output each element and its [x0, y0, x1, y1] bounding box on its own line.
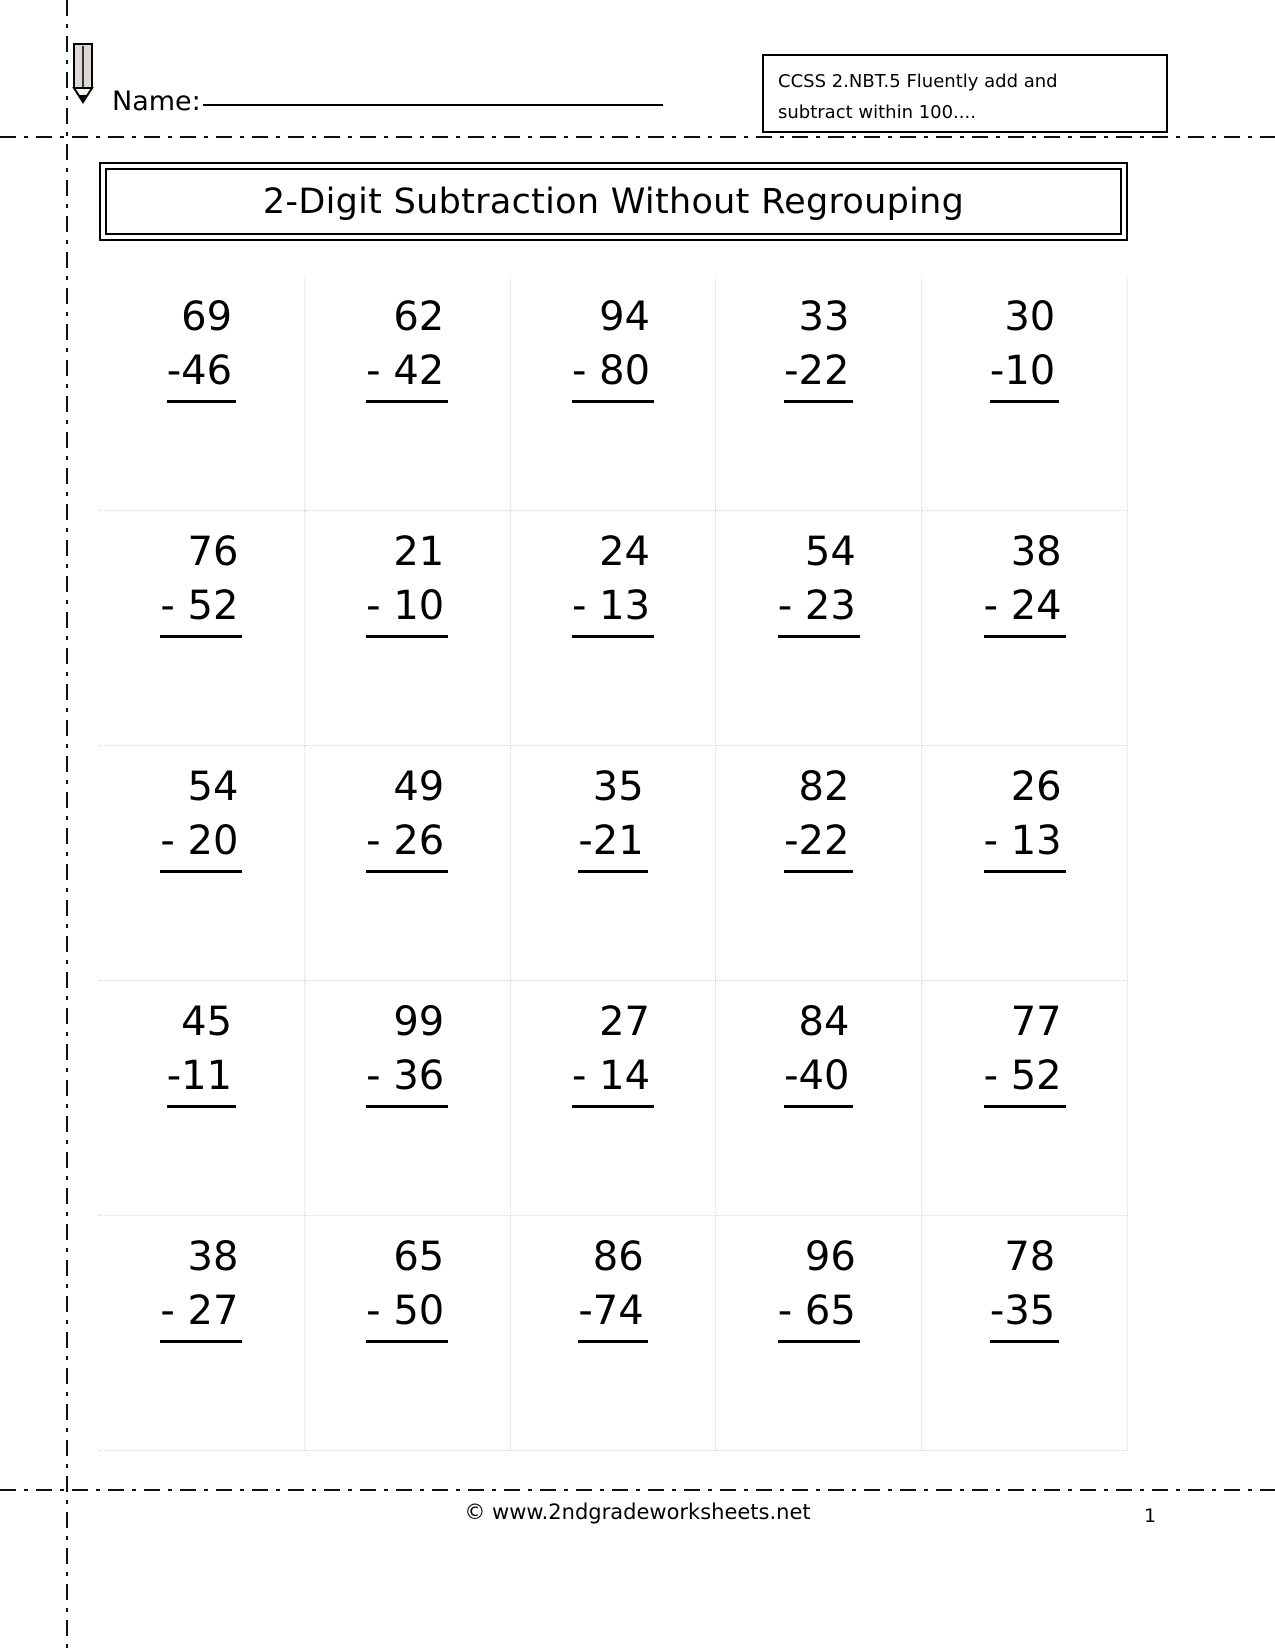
- problem-14: [922, 760, 1127, 873]
- subtrahend: - 27: [160, 1284, 242, 1343]
- subtrahend: - 13: [984, 814, 1066, 873]
- problem-stack: [572, 995, 654, 1108]
- problem-stack: [578, 760, 647, 873]
- minuend: 38: [1010, 529, 1062, 575]
- problem-cell: [922, 511, 1128, 746]
- minuend: 77: [1010, 999, 1062, 1045]
- problem-stack: [984, 525, 1066, 638]
- problem-stack: [990, 290, 1059, 403]
- problem-cell: [99, 746, 305, 981]
- minuend: 27: [599, 999, 651, 1045]
- problem-cell: [511, 276, 717, 511]
- problem-stack: [572, 290, 654, 403]
- problem-21: [305, 1230, 510, 1343]
- name-field-row: [112, 86, 663, 117]
- subtrahend: - 80: [572, 344, 654, 403]
- minuend: 45: [181, 999, 233, 1045]
- subtrahend: - 26: [366, 814, 448, 873]
- problem-18: [716, 995, 921, 1108]
- problem-4: [922, 290, 1127, 403]
- minuend: 21: [393, 529, 445, 575]
- minuend: 94: [599, 294, 651, 340]
- problem-17: [511, 995, 716, 1108]
- problem-0: [99, 290, 304, 403]
- subtrahend: - 42: [366, 344, 448, 403]
- subtrahend: -74: [578, 1284, 647, 1343]
- minuend: 24: [599, 529, 651, 575]
- subtrahend: -21: [578, 814, 647, 873]
- pencil-icon: [62, 42, 108, 106]
- minuend: 82: [798, 764, 850, 810]
- minuend: 99: [393, 999, 445, 1045]
- problem-23: [716, 1230, 921, 1343]
- minuend: 69: [181, 294, 233, 340]
- ccss-standard-box: [762, 54, 1168, 133]
- problem-11: [305, 760, 510, 873]
- problem-cell: [305, 511, 511, 746]
- problem-stack: [366, 1230, 448, 1343]
- problem-cell: [305, 1216, 511, 1451]
- problem-stack: [990, 1230, 1059, 1343]
- problem-cell: [99, 511, 305, 746]
- problem-16: [305, 995, 510, 1108]
- minuend: 35: [592, 764, 644, 810]
- problem-6: [305, 525, 510, 638]
- problem-cell: [99, 1216, 305, 1451]
- problem-cell: [511, 981, 717, 1216]
- trim-mark-vertical: [66, 0, 68, 1650]
- problem-stack: [984, 995, 1066, 1108]
- problem-stack: [167, 995, 236, 1108]
- problem-stack: [984, 760, 1066, 873]
- problem-8: [716, 525, 921, 638]
- problem-3: [716, 290, 921, 403]
- problem-9: [922, 525, 1127, 638]
- minuend: 65: [393, 1234, 445, 1280]
- problem-stack: [366, 760, 448, 873]
- problem-stack: [167, 290, 236, 403]
- problem-stack: [366, 290, 448, 403]
- minuend: 38: [187, 1234, 239, 1280]
- footer-copyright: © www.2ndgradeworksheets.net: [464, 1500, 811, 1524]
- subtrahend: - 50: [366, 1284, 448, 1343]
- minuend: 54: [187, 764, 239, 810]
- problem-cell: [99, 981, 305, 1216]
- problem-stack: [784, 290, 853, 403]
- subtrahend: - 10: [366, 579, 448, 638]
- subtrahend: -22: [784, 344, 853, 403]
- page-title: 2-Digit Subtraction Without Regrouping: [262, 181, 965, 222]
- name-input-rule[interactable]: [203, 104, 663, 106]
- problem-stack: [578, 1230, 647, 1343]
- subtrahend: - 24: [984, 579, 1066, 638]
- problem-stack: [160, 760, 242, 873]
- problem-stack: [778, 525, 860, 638]
- subtrahend: - 52: [984, 1049, 1066, 1108]
- subtrahend: -46: [167, 344, 236, 403]
- problem-cell: [305, 276, 511, 511]
- problem-cell: [511, 511, 717, 746]
- worksheet-title-box: [99, 162, 1128, 241]
- problem-stack: [366, 525, 448, 638]
- problem-cell: [922, 746, 1128, 981]
- problem-cell: [922, 981, 1128, 1216]
- subtrahend: - 14: [572, 1049, 654, 1108]
- problem-7: [511, 525, 716, 638]
- subtrahend: -22: [784, 814, 853, 873]
- subtrahend: - 52: [160, 579, 242, 638]
- problem-13: [716, 760, 921, 873]
- problem-stack: [784, 760, 853, 873]
- problem-cell: [716, 746, 922, 981]
- problem-15: [99, 995, 304, 1108]
- problem-stack: [160, 1230, 242, 1343]
- problem-stack: [572, 525, 654, 638]
- minuend: 30: [1004, 294, 1056, 340]
- minuend: 76: [187, 529, 239, 575]
- subtrahend: - 23: [778, 579, 860, 638]
- problem-12: [511, 760, 716, 873]
- problem-stack: [778, 1230, 860, 1343]
- trim-mark-top: [0, 136, 1275, 138]
- trim-mark-bottom: [0, 1489, 1275, 1491]
- subtrahend: -10: [990, 344, 1059, 403]
- subtrahend: - 20: [160, 814, 242, 873]
- problem-cell: [716, 981, 922, 1216]
- minuend: 62: [393, 294, 445, 340]
- problem-stack: [160, 525, 242, 638]
- problem-cell: [922, 1216, 1128, 1451]
- ccss-line-1: CCSS 2.NBT.5 Fluently add and: [778, 71, 1058, 92]
- problem-stack: [784, 995, 853, 1108]
- problem-cell: [716, 511, 922, 746]
- minuend: 26: [1010, 764, 1062, 810]
- problem-2: [511, 290, 716, 403]
- problem-cell: [716, 1216, 922, 1451]
- problem-cell: [511, 746, 717, 981]
- minuend: 78: [1004, 1234, 1056, 1280]
- subtrahend: -11: [167, 1049, 236, 1108]
- problem-stack: [366, 995, 448, 1108]
- subtrahend: - 13: [572, 579, 654, 638]
- problem-cell: [716, 276, 922, 511]
- name-label: Name:: [112, 86, 201, 117]
- subtrahend: -35: [990, 1284, 1059, 1343]
- problem-22: [511, 1230, 716, 1343]
- problem-20: [99, 1230, 304, 1343]
- minuend: 49: [393, 764, 445, 810]
- minuend: 86: [592, 1234, 644, 1280]
- problem-cell: [511, 1216, 717, 1451]
- minuend: 96: [804, 1234, 856, 1280]
- subtrahend: - 36: [366, 1049, 448, 1108]
- problem-cell: [99, 276, 305, 511]
- problem-1: [305, 290, 510, 403]
- page-number: 1: [1144, 1505, 1157, 1527]
- worksheet-title-inner-border: [105, 168, 1122, 235]
- minuend: 84: [798, 999, 850, 1045]
- problem-cell: [305, 746, 511, 981]
- ccss-line-2: subtract within 100....: [778, 102, 976, 123]
- minuend: 54: [804, 529, 856, 575]
- problem-cell: [922, 276, 1128, 511]
- problem-5: [99, 525, 304, 638]
- minuend: 33: [798, 294, 850, 340]
- problem-24: [922, 1230, 1127, 1343]
- problem-cell: [305, 981, 511, 1216]
- problem-19: [922, 995, 1127, 1108]
- subtrahend: - 65: [778, 1284, 860, 1343]
- problem-10: [99, 760, 304, 873]
- problem-grid: [99, 276, 1128, 1451]
- subtrahend: -40: [784, 1049, 853, 1108]
